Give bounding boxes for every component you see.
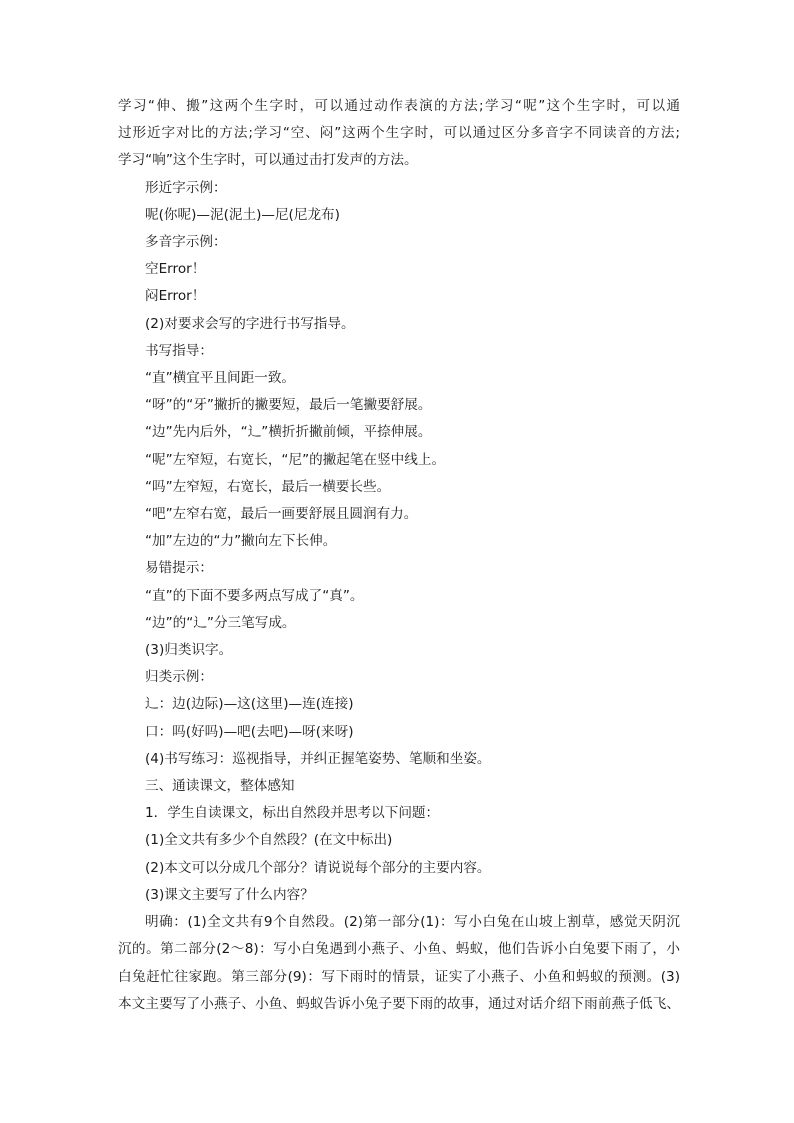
guide-ma: “吗”左窄短，右宽长，最后一横要长些。 [145,478,391,495]
guide-ne: “呢”左窄短，右宽长，“尼”的撇起笔在竖中线上。 [145,451,446,468]
heading-group-examples: 归类示例： [145,669,213,686]
guide-ba: “吧”左窄右宽，最后一画要舒展且圆润有力。 [145,506,418,523]
guide-bian: “边”先内后外，“辶”横折折撇前倾，平捺伸展。 [145,424,432,441]
step-4: (4)书写练习：巡视指导，并纠正握笔姿势、笔顺和坐姿。 [145,750,491,767]
polyphone-men: 闷Error！ [145,288,206,305]
intro-line-3: 学习“响”这个生字时，可以通过击打发声的方法。 [118,152,418,169]
answer-line-3: 白兔赶忙往家跑。第三部分(9)：写下雨时的情景，证实了小燕子、小鱼和蚂蚁的预测。(3) [118,968,680,985]
heading-polyphone-examples: 多音字示例： [145,234,227,251]
answer-line-1: 明确：(1)全文共有9个自然段。(2)第一部分(1)：写小白兔在山坡上割草，感觉天阴沉 [145,914,680,931]
heading-error-tips: 易错提示： [145,560,213,577]
step-2: (2)对要求会写的字进行书写指导。 [145,315,355,332]
similar-chars-line: 呢(你呢)—泥(泥土)—尼(尼龙布) [145,206,340,223]
question-1: (1)全文共有多少个自然段？(在文中标出) [145,832,393,849]
tip-zhi: “直”的下面不要多两点写成了“真”。 [145,587,364,604]
document-body [118,93,680,1018]
tip-bian: “边”的“辶”分三笔写成。 [145,614,296,631]
heading-similar-examples: 形近字示例： [145,179,227,196]
group-chuo: 辶：边(边际)—这(这里)—连(连接) [145,696,354,713]
question-2: (2)本文可以分成几个部分？请说说每个部分的主要内容。 [145,859,491,876]
heading-writing-guide: 书写指导： [145,342,213,359]
step-3: (3)归类识字。 [145,642,233,659]
guide-jia: “加”左边的“力”撇向左下长伸。 [145,533,337,550]
task-1: 1．学生自读课文，标出自然段并思考以下问题： [145,805,440,822]
question-3: (3)课文主要写了什么内容？ [145,886,314,903]
polyphone-kong: 空Error！ [145,261,206,278]
intro-line-2: 过形近字对比的方法;学习“空、闷”这两个生字时，可以通过区分多音字不同读音的方法; [118,125,680,142]
intro-line-1: 学习“伸、搬”这两个生字时，可以通过动作表演的方法;学习“呢”这个生字时，可以通 [118,98,680,114]
section-three-heading: 三、通读课文，整体感知 [145,778,295,795]
guide-zhi: “直”横宜平且间距一致。 [145,370,296,387]
answer-line-4: 本文主要写了小燕子、小鱼、蚂蚁告诉小兔子要下雨的故事，通过对话介绍下雨前燕子低飞、 [118,995,680,1012]
answer-line-2: 沉的。第二部分(2～8)：写小白兔遇到小燕子、小鱼、蚂蚁，他们告诉小白兔要下雨了，小 [118,941,680,958]
group-kou: 口：吗(好吗)—吧(去吧)—呀(来呀) [145,723,354,740]
guide-ya: “呀”的“牙”撇折的撇要短，最后一笔撇要舒展。 [145,397,432,414]
